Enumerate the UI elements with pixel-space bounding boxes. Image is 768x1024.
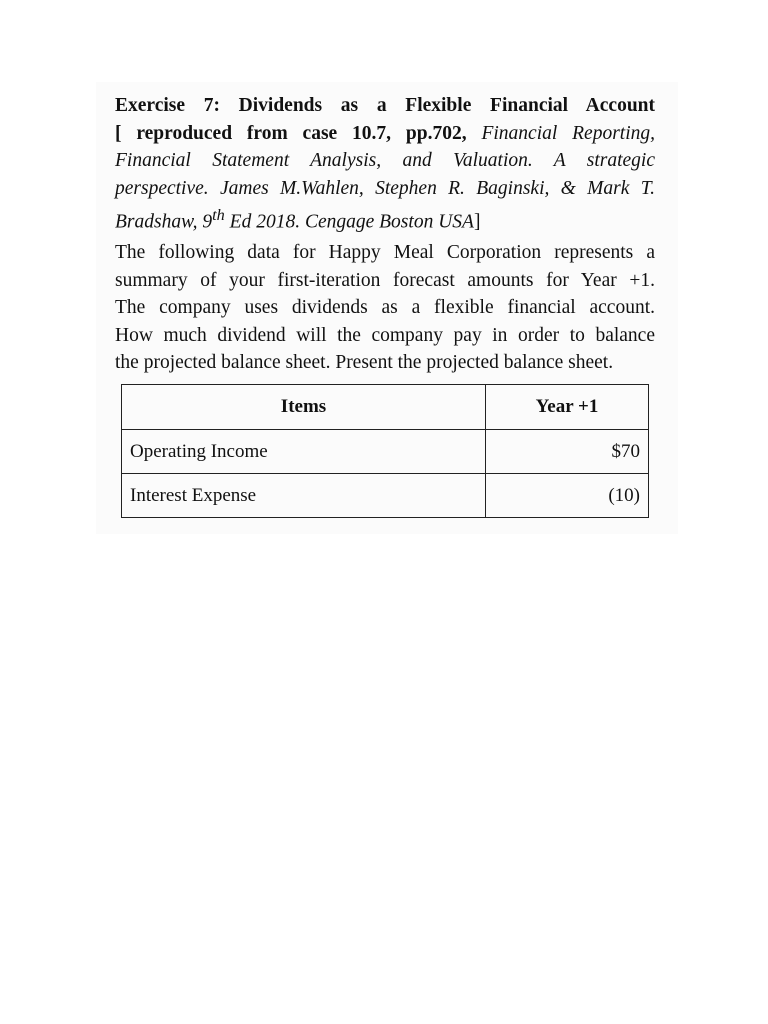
source-line	[115, 120, 655, 148]
book-title-part-2: Financial Statement Analysis, and Valuation. A strategic	[115, 150, 655, 171]
book-title-part-3: perspective. James M.Wahlen, Stephen R. Baginski, & Mark T.	[115, 177, 655, 199]
intro-line-4: How much dividend will the company pay in order to balance	[115, 324, 655, 346]
edition-details: Ed 2018. Cengage Boston USA	[229, 211, 474, 233]
header-year: Year +1	[486, 385, 649, 430]
row-item-label: Operating Income	[122, 430, 486, 474]
row-item-label: Interest Expense	[122, 474, 486, 518]
table-row	[122, 430, 649, 474]
intro-line-1: The following data for Happy Meal Corporation represents a	[115, 242, 655, 263]
forecast-table	[121, 384, 649, 518]
edition-line	[115, 202, 655, 236]
table-row	[122, 474, 649, 518]
exercise-title: Exercise 7: Dividends as a Flexible Financial Account	[115, 95, 655, 116]
table-header-row	[122, 385, 649, 430]
intro-line-3: The company uses dividends as a flexible financial account.	[115, 297, 655, 318]
intro-line-2: summary of your first-iteration forecast amounts for Year +1.	[115, 269, 655, 291]
source-reference: [ reproduced from case 10.7, pp.702,	[115, 122, 467, 144]
row-item-value: (10)	[486, 474, 649, 518]
book-title-part-1: Financial Reporting,	[481, 122, 656, 144]
row-item-value: $70	[486, 430, 649, 474]
authors-end: Bradshaw,	[115, 211, 198, 233]
intro-paragraph	[115, 239, 655, 377]
exercise-heading	[115, 92, 655, 236]
edition-number: 9	[202, 211, 213, 233]
header-items: Items	[122, 385, 486, 430]
edition-suffix: th	[212, 206, 225, 224]
intro-line-5: the projected balance sheet. Present the projected balance sheet.	[115, 352, 614, 373]
closing-bracket: ]	[473, 211, 481, 233]
